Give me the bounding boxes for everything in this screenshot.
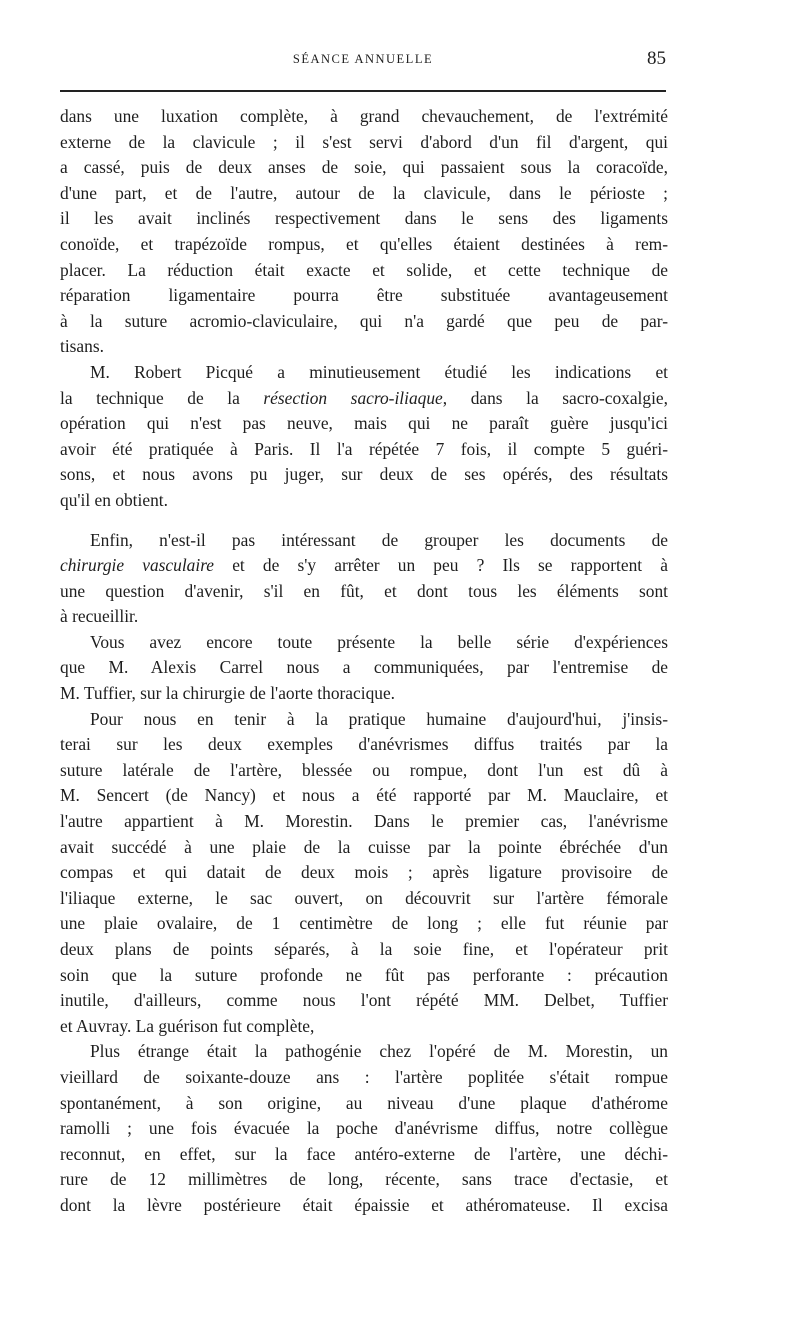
- paragraph-carrel: [60, 630, 668, 707]
- text-line: l'iliaque externe, le sac ouvert, on découvrit sur l'artère fémorale: [60, 887, 668, 908]
- text-line: inutile, d'ailleurs, comme nous l'ont répété MM. Delbet, Tuffier: [60, 990, 668, 1011]
- text-run: et de s'y arrêter un peu ? Ils se rapportent à: [214, 555, 668, 576]
- text-line: à recueillir.: [60, 606, 139, 627]
- paragraph-morestin: [60, 1039, 668, 1218]
- text-line: Vous avez encore toute présente la belle série d'expériences: [90, 631, 668, 652]
- text-line: deux plans de points séparés, à la soie fine, et l'opérateur prit: [60, 939, 668, 959]
- paragraph-vascular: [60, 528, 668, 630]
- text-line: une plaie ovalaire, de 1 centimètre de long ; elle fut réunie par: [60, 913, 668, 934]
- text-line: a cassé, puis de deux anses de soie, qui passaient sous la coracoïde,: [60, 157, 668, 178]
- text-run: , dans la sacro-coxalgie,: [442, 387, 668, 408]
- text-line: que M. Alexis Carrel nous a communiquées, par l'entremise de: [60, 657, 668, 678]
- text-line: rure de 12 millimètres de long, récente, sans trace d'ectasie, et: [60, 1169, 668, 1190]
- text-line: avoir été pratiquée à Paris. Il l'a répétée 7 fois, il compte 5 guéri-: [60, 438, 668, 459]
- text-line: [60, 386, 668, 412]
- text-line: une question d'avenir, s'il en fût, et dont tous les éléments sont: [60, 580, 668, 601]
- text-line: l'autre appartient à M. Morestin. Dans le premier cas, l'anévrisme: [60, 811, 668, 832]
- text-line: Enfin, n'est-il pas intéressant de grouper les documents de: [90, 529, 668, 550]
- text-line: M. Tuffier, sur la chirurgie de l'aorte thoracique.: [60, 683, 396, 704]
- text-line: vieillard de soixante-douze ans : l'artère poplitée s'était rompue: [60, 1066, 668, 1087]
- italic-term-vascular: chirurgie vasculaire: [60, 555, 215, 576]
- text-run: la technique de la: [60, 387, 264, 408]
- running-title: SÉANCE ANNUELLE: [292, 52, 434, 66]
- text-line: réparation ligamentaire pourra être substituée avantageusement: [60, 285, 668, 306]
- text-line: Plus étrange était la pathogénie chez l'opéré de M. Morestin, un: [90, 1041, 668, 1062]
- paragraph-clavicle: [60, 104, 668, 360]
- text-line: [60, 553, 668, 579]
- text-line: suture latérale de l'artère, blessée ou rompue, dont l'un est dû à: [60, 759, 668, 780]
- page-number: 85: [647, 48, 666, 69]
- text-line: sons, et nous avons pu juger, sur deux de ses opérés, des résultats: [60, 464, 668, 485]
- running-head: [60, 48, 666, 74]
- text-line: spontanément, à son origine, au niveau d'une plaque d'athérome: [60, 1092, 668, 1113]
- text-line: d'une part, et de l'autre, autour de la clavicule, dans le périoste ;: [60, 182, 668, 203]
- body-text: [60, 104, 668, 1219]
- text-line: M. Sencert (de Nancy) et nous a été rapporté par M. Mauclaire, et: [60, 785, 668, 806]
- text-line: conoïde, et trapézoïde rompus, et qu'elles étaient destinées à rem-: [60, 233, 668, 254]
- text-line: compas et qui datait de deux mois ; après ligature provisoire de: [60, 862, 668, 883]
- text-line: dans une luxation complète, à grand chevauchement, de l'extrémité: [60, 106, 668, 126]
- paragraph-gap: [60, 514, 668, 528]
- text-line: placer. La réduction était exacte et solide, et cette technique de: [60, 259, 668, 280]
- paragraph-aneurysms: [60, 707, 668, 1040]
- paragraph-picque: [60, 360, 668, 514]
- text-line: qu'il en obtient.: [60, 489, 168, 510]
- text-line: à la suture acromio-claviculaire, qui n'a gardé que peu de par-: [60, 310, 668, 331]
- text-line: ramolli ; une fois évacuée la poche d'anévrisme diffus, notre collègue: [60, 1118, 668, 1139]
- text-line: tisans.: [60, 336, 104, 357]
- text-line: M. Robert Picqué a minutieusement étudié les indications et: [90, 361, 668, 382]
- text-line: dont la lèvre postérieure était épaissie et athéromateuse. Il excisa: [60, 1194, 668, 1215]
- text-line: reconnut, en effet, sur la face antéro-externe de l'artère, une déchi-: [60, 1143, 668, 1164]
- text-line: soin que la suture profonde ne fût pas perforante : précaution: [60, 964, 668, 985]
- text-line: avait succédé à une plaie de la cuisse par la pointe ébréchée d'un: [60, 836, 668, 857]
- text-line: il les avait inclinés respectivement dans le sens des ligaments: [60, 208, 668, 229]
- text-line: externe de la clavicule ; il s'est servi d'abord d'un fil d'argent, qui: [60, 131, 668, 152]
- text-line: terai sur les deux exemples d'anévrismes diffus traités par la: [60, 734, 668, 755]
- text-line: opération qui n'est pas neuve, mais qui ne paraît guère jusqu'ici: [60, 413, 668, 434]
- header-rule: [60, 90, 666, 92]
- text-line: et Auvray. La guérison fut complète,: [60, 1015, 315, 1036]
- text-line: Pour nous en tenir à la pratique humaine d'aujourd'hui, j'insis-: [90, 708, 668, 729]
- italic-term-resection: résection sacro-iliaque: [263, 387, 443, 408]
